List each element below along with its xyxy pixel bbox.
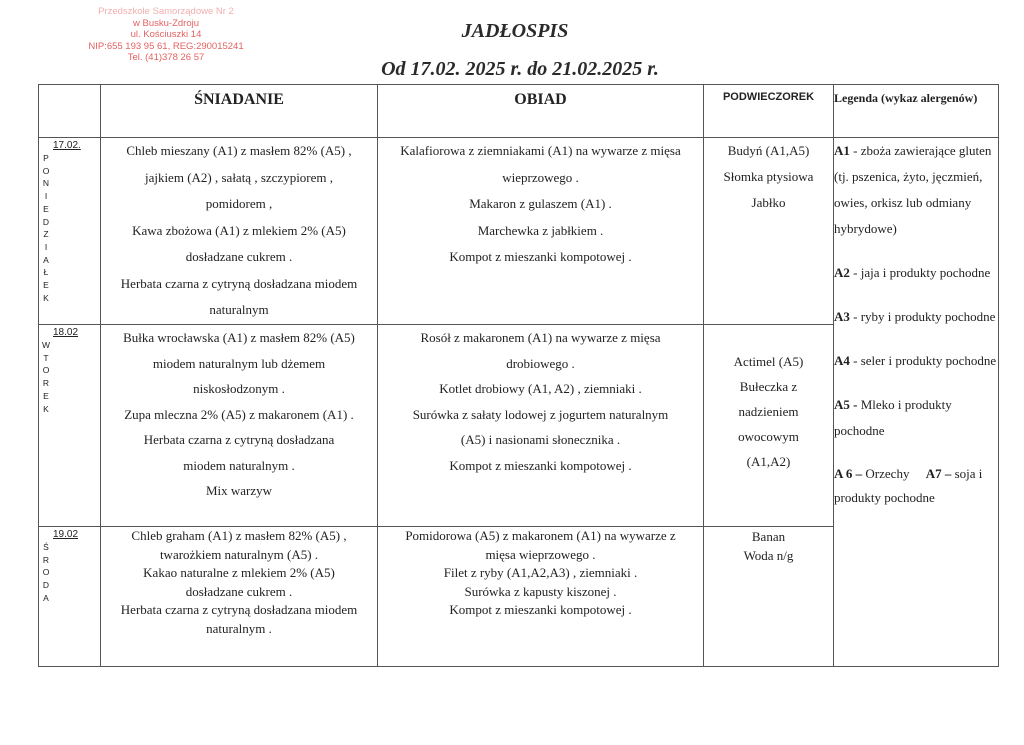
menu-line: miodem naturalnym lub dżemem: [152, 355, 326, 371]
stamp-line: NIP:655 193 95 61, REG:290015241: [88, 40, 244, 52]
page-title: JADŁOSPIS: [461, 20, 569, 42]
legend-item: A5 - Mleko i produkty pochodne: [834, 397, 952, 438]
lunch-cell: [378, 325, 704, 527]
menu-line: Banan: [751, 529, 786, 544]
menu-line: wieprzowego .: [502, 169, 579, 185]
menu-line: naturalnym: [209, 302, 269, 317]
menu-line: Budyń (A1,A5): [727, 143, 810, 158]
menu-line: owocowym: [738, 429, 799, 444]
menu-line: Kawa zbożowa (A1) z mlekiem 2% (A5): [132, 222, 346, 238]
legend-cell: [834, 138, 999, 667]
menu-line: Chleb graham (A1) z masłem 82% (A5) ,: [131, 528, 347, 543]
menu-line: Makaron z gulaszem (A1) .: [469, 196, 612, 211]
day-name: Ś R O D A: [42, 542, 50, 603]
menu-line: Kakao naturalne z mlekiem 2% (A5): [143, 565, 335, 580]
menu-line: Marchewka z jabłkiem .: [477, 222, 604, 238]
menu-line: Kotlet drobiowy (A1, A2) , ziemniaki .: [439, 381, 642, 396]
menu-line: (A5) i nasionami słonecznika .: [460, 432, 621, 447]
menu-line: naturalnym .: [206, 620, 272, 636]
legend-header: Legenda (wykaz alergenów): [834, 85, 999, 138]
breakfast-cell: [101, 527, 378, 667]
menu-line: pomidorem ,: [205, 196, 273, 211]
header-row: [39, 85, 999, 138]
page-subtitle: Od 17.02. 2025 r. do 21.02.2025 r.: [381, 58, 659, 80]
lunch-cell: [378, 527, 704, 667]
menu-line: Pomidorowa (A5) z makaronem (A1) na wywarze z: [405, 528, 676, 543]
menu-line: dosładzane cukrem .: [185, 249, 293, 264]
snack-cell: [704, 325, 834, 527]
legend-item: A3 - ryby i produkty pochodne: [834, 309, 996, 324]
day-cell: [39, 325, 101, 527]
breakfast-cell: [101, 138, 378, 325]
day-date: 19.02: [53, 529, 79, 540]
breakfast-header: ŚNIADANIE: [101, 85, 378, 138]
legend-item: A1 - zboża zawierające gluten (tj. pszenica, żyto, jęczmień, owies, orkisz lub odmiany hybrydowe): [834, 143, 992, 236]
snack-cell: [704, 527, 834, 667]
stamp-line: Tel. (41)378 26 57: [127, 52, 205, 63]
menu-line: Filet z ryby (A1,A2,A3) , ziemniaki .: [443, 565, 638, 580]
menu-line: nadzieniem: [738, 404, 799, 419]
menu-table: [38, 84, 999, 667]
menu-line: Kompot z mieszanki kompotowej .: [449, 457, 632, 473]
institution-stamp: [66, 6, 266, 64]
menu-line: Kompot z mieszanki kompotowej .: [449, 249, 632, 264]
legend-item: A2 - jaja i produkty pochodne: [834, 265, 991, 280]
menu-line: twarożkiem naturalnym (A5) .: [159, 546, 319, 562]
day-cell: [39, 527, 101, 667]
stamp-line: w Busku-Zdroju: [133, 17, 199, 29]
day-name: W T O R E K: [42, 340, 51, 414]
breakfast-cell: [101, 325, 378, 527]
lunch-header: OBIAD: [378, 85, 704, 138]
day-name: P O N I E D Z I A Ł E K: [42, 153, 50, 303]
menu-line: Chleb mieszany (A1) z masłem 82% (A5) ,: [126, 143, 352, 158]
menu-line: Jabłko: [751, 195, 786, 210]
day-cell: [39, 138, 101, 325]
menu-line: drobiowego .: [506, 355, 575, 371]
legend-item: A4 - seler i produkty pochodne: [834, 353, 997, 368]
menu-line: Kalafiorowa z ziemniakami (A1) na wywarze z mięsa: [400, 143, 681, 158]
menu-line: dosładzane cukrem .: [185, 583, 293, 599]
menu-line: (A1,A2): [746, 454, 791, 469]
menu-line: Słomka ptysiowa: [723, 169, 814, 184]
day-date: 18.02: [53, 327, 79, 338]
menu-line: Herbata czarna z cytryną dosładzana: [143, 432, 335, 447]
menu-line: Herbata czarna z cytryną dosładzana miodem: [120, 275, 358, 291]
menu-line: Woda n/g: [743, 548, 794, 563]
stamp-line: ul. Kościuszki 14: [130, 29, 202, 40]
menu-line: Rosół z makaronem (A1) na wywarze z mięsa: [420, 330, 661, 345]
day-header: [39, 85, 101, 138]
lunch-cell: [378, 138, 704, 325]
menu-line: Zupa mleczna 2% (A5) z makaronem (A1) .: [124, 406, 354, 422]
menu-line: Actimel (A5): [733, 354, 804, 369]
menu-line: Kompot z mieszanki kompotowej .: [449, 602, 632, 617]
menu-line: niskosłodzonym .: [193, 381, 285, 396]
legend-item: A 6 – Orzechy A7 – soja i produkty pochodne: [834, 466, 983, 505]
menu-line: Surówka z kapusty kiszonej .: [464, 583, 617, 599]
menu-line: Surówka z sałaty lodowej z jogurtem naturalnym: [412, 406, 669, 422]
menu-line: Bułka wrocławska (A1) z masłem 82% (A5): [123, 330, 355, 345]
menu-line: mięsa wieprzowego .: [485, 546, 596, 562]
menu-line: jajkiem (A2) , sałatą , szczypiorem ,: [144, 169, 334, 185]
day-date: 17.02.: [53, 140, 81, 151]
menu-line: Herbata czarna z cytryną dosładzana miodem: [120, 602, 358, 617]
stamp-line: Przedszkole Samorządowe Nr 2: [98, 6, 234, 17]
menu-line: Bułeczka z: [739, 379, 798, 394]
table-row: [39, 138, 999, 325]
snack-cell: [704, 138, 834, 325]
menu-line: miodem naturalnym .: [183, 457, 295, 473]
menu-line: Mix warzyw: [205, 483, 273, 498]
snack-header: PODWIECZOREK: [704, 85, 834, 138]
